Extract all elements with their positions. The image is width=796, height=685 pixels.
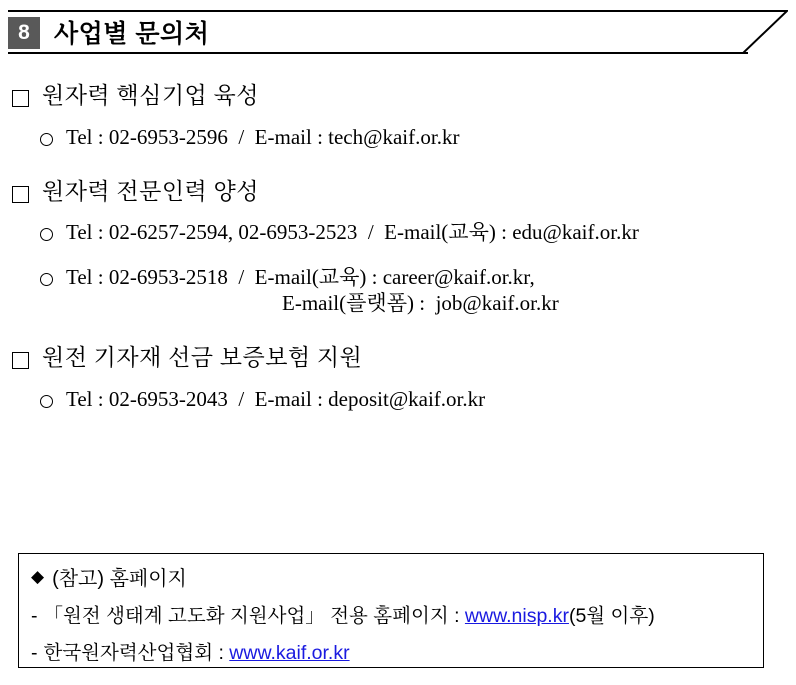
circle-bullet-icon xyxy=(40,228,53,241)
section-3 xyxy=(12,344,784,412)
reference-note-box xyxy=(18,553,764,668)
contact-line: Tel : 02-6953-2596 / E-mail : tech@kaif.or.kr xyxy=(40,124,784,150)
dash-bullet-icon: - xyxy=(31,642,38,664)
note-line xyxy=(31,637,753,665)
section-heading: 원자력 전문인력 양성 xyxy=(12,178,784,206)
note-line xyxy=(31,600,753,628)
circle-bullet-icon xyxy=(40,273,53,286)
note-line-suffix: (5월 이후) xyxy=(568,605,655,627)
spacer xyxy=(12,205,784,219)
circle-bullet-icon xyxy=(40,133,53,146)
slide-header xyxy=(0,10,796,54)
note-line-text: 「원전 생태계 고도화 지원사업」 전용 홈페이지 : xyxy=(43,605,465,627)
contact-line: Tel : 02-6257-2594, 02-6953-2523 / E-mail(교육) : edu@kaif.or.kr xyxy=(40,219,784,245)
kaif-homepage-link[interactable]: www.kaif.or.kr xyxy=(229,642,350,664)
contact-line: Tel : 02-6953-2518 / E-mail(교육) : career@kaif.or.kr, xyxy=(40,264,784,290)
square-bullet-icon xyxy=(12,352,29,369)
square-bullet-icon xyxy=(12,90,29,107)
section-1 xyxy=(12,82,784,150)
section-2 xyxy=(12,178,784,316)
spacer xyxy=(12,150,784,176)
note-title-row xyxy=(31,562,753,591)
spacer xyxy=(12,246,784,264)
note-line-text: 한국원자력산업협회 : xyxy=(43,642,230,664)
note-title: (참고) 홈페이지 xyxy=(52,568,187,590)
spacer xyxy=(12,54,784,80)
page-title: 사업별 문의처 xyxy=(54,20,210,48)
section-heading: 원전 기자재 선금 보증보험 지원 xyxy=(12,344,784,372)
spacer xyxy=(12,316,784,342)
square-bullet-icon xyxy=(12,186,29,203)
diamond-bullet-icon: ◆ xyxy=(31,567,45,586)
nisp-homepage-link[interactable]: www.nisp.kr xyxy=(464,605,569,627)
dash-bullet-icon: - xyxy=(31,605,38,627)
header-corner-diagonal xyxy=(742,10,788,54)
contact-continuation-line: E-mail(플랫폼) : job@kaif.or.kr xyxy=(282,290,559,315)
circle-bullet-icon xyxy=(40,395,53,408)
section-heading: 원자력 핵심기업 육성 xyxy=(12,82,784,110)
slide-body xyxy=(0,54,796,412)
spacer xyxy=(12,110,784,124)
spacer xyxy=(12,372,784,386)
contact-line: Tel : 02-6953-2043 / E-mail : deposit@kaif.or.kr xyxy=(40,386,784,412)
header-number-badge: 8 xyxy=(8,17,40,49)
header-content xyxy=(8,12,209,52)
